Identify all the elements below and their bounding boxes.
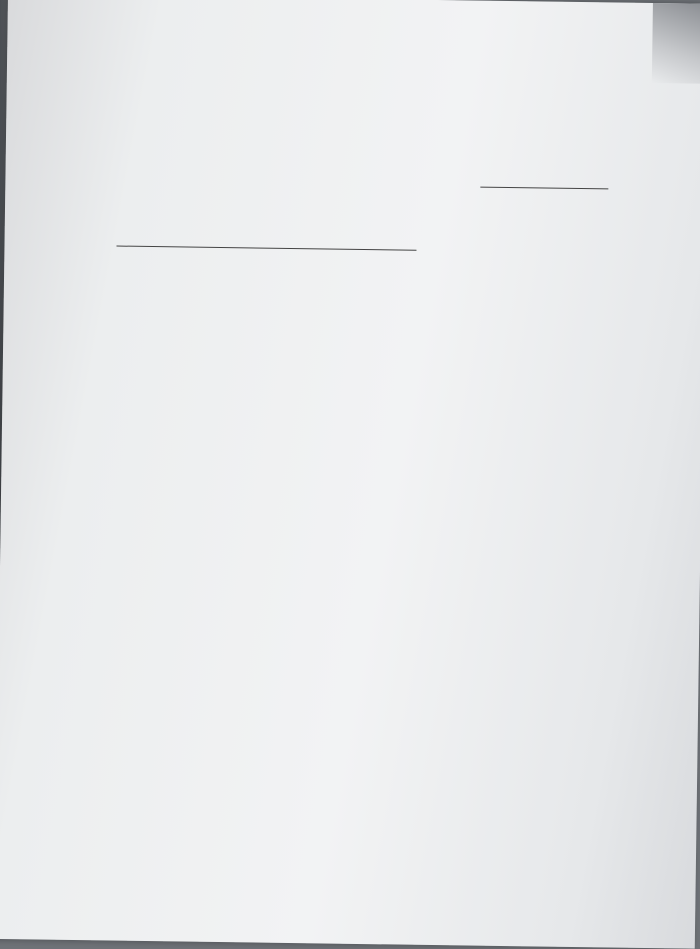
- underline: [480, 187, 608, 190]
- main-list: [8, 0, 700, 4]
- heading-underline: [116, 246, 416, 251]
- folded-corner: [652, 3, 700, 84]
- top-list: [8, 0, 700, 4]
